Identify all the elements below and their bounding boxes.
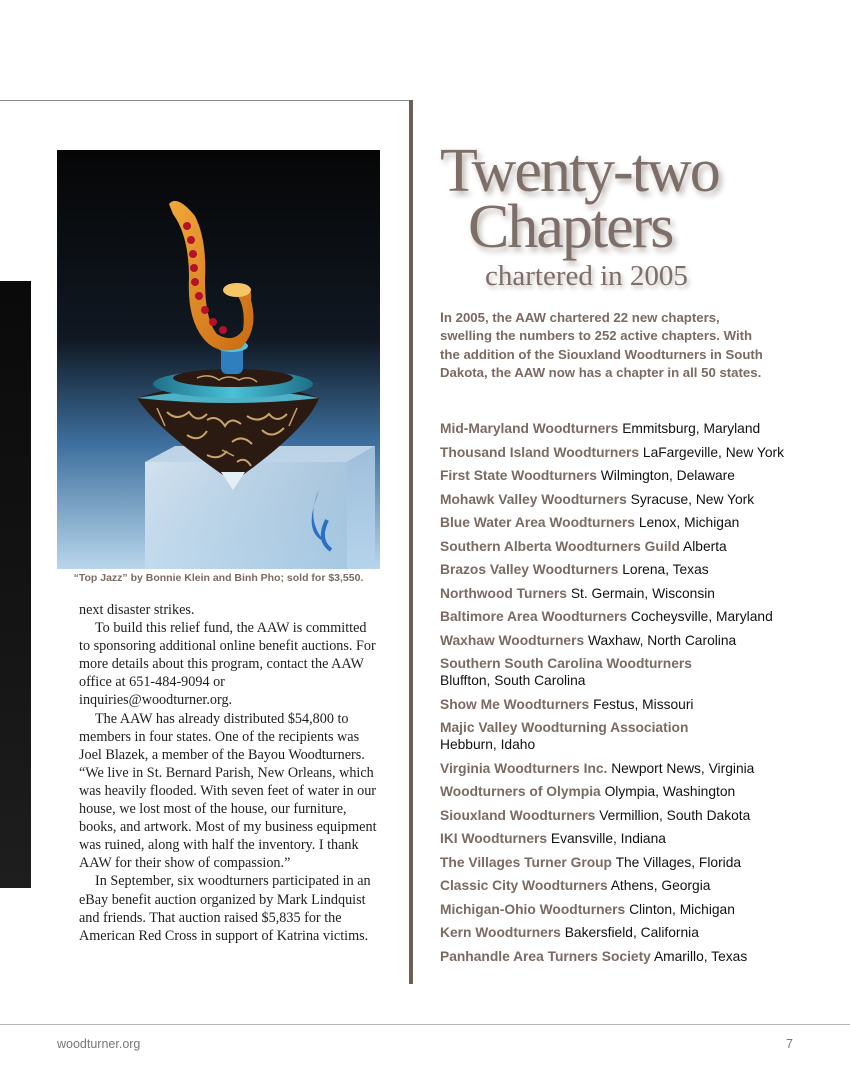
- chapter-name: Mid-Maryland Woodturners: [440, 421, 619, 436]
- photo-caption: “Top Jazz” by Bonnie Klein and Binh Pho; sold for $3,550.: [73, 572, 364, 584]
- chapter-location: Wilmington, Delaware: [600, 468, 735, 483]
- chapter-location: Lenox, Michigan: [638, 515, 740, 530]
- intro-paragraph: [440, 308, 770, 382]
- chapter-name: Baltimore Area Woodturners: [440, 609, 628, 624]
- chapter-item: [440, 696, 820, 713]
- chapter-item: [440, 467, 820, 484]
- chapter-item: [440, 632, 820, 649]
- previous-page-photo-edge: [0, 281, 31, 888]
- chapter-name: Classic City Woodturners: [440, 878, 608, 893]
- body-paragraph: next disaster strikes.: [79, 602, 195, 618]
- chapter-name: Thousand Island Woodturners: [440, 444, 640, 460]
- chapter-location: Syracuse, New York: [630, 491, 755, 507]
- chapter-item: [440, 420, 820, 437]
- body-paragraph: In September, six woodturners participated in an eBay benefit auction organized by Mark Lindquist and friends. That auction raised $5,835 for the American Red Cross in support of Katrina victims.: [79, 873, 371, 944]
- chapter-name: Mohawk Valley Woodturners: [440, 491, 627, 507]
- chapter-location: Vermillion, South Dakota: [599, 807, 751, 823]
- chapter-location: The Villages, Florida: [615, 854, 742, 870]
- chapter-item: [440, 830, 820, 847]
- top-rule: [0, 100, 411, 101]
- chapter-item: [440, 854, 820, 871]
- chapter-location: Waxhaw, North Carolina: [587, 632, 737, 648]
- chapter-name: Panhandle Area Turners Society: [440, 948, 651, 964]
- chapter-location: Bakersfield, California: [564, 925, 699, 940]
- chapter-item: [440, 807, 820, 824]
- chapter-location: Amarillo, Texas: [653, 948, 748, 964]
- chapter-list: [440, 420, 820, 971]
- intro-initial: I: [440, 309, 444, 325]
- chapter-location: Newport News, Virginia: [611, 760, 755, 776]
- chapter-location: Lorena, Texas: [622, 562, 709, 577]
- chapter-item: [440, 655, 820, 689]
- top-jazz-photo: [57, 150, 380, 569]
- heading-subtitle: chartered in 2005: [485, 260, 688, 292]
- intro-text: n 2005, the AAW chartered 22 new chapters, swelling the numbers to 252 active chapters. With the addition of the Siouxland Woodturners in South Dakota, the AAW now has a chapter in all 50 states.: [440, 310, 763, 380]
- chapter-location: Cocheysville, Maryland: [630, 609, 773, 624]
- body-paragraph: The AAW has already distributed $54,800 to members in four states. One of the recipients was Joel Blazek, a member of the Bayou Woodturners. “We live in St. Bernard Parish, New Orleans, which was heavily flooded. With seven feet of water in our house, we lost most of the house, our furniture, books, and artwork. Most of my business equipment was ruined, along with half the inventory. I thank AAW for their show of compassion.”: [79, 710, 377, 872]
- chapter-name: Southern Alberta Woodturners Guild: [440, 538, 680, 554]
- chapter-name: Southern South Carolina Woodturners: [440, 656, 692, 671]
- chapter-location: Athens, Georgia: [610, 878, 711, 893]
- chapter-location: LaFargeville, New York: [642, 444, 784, 460]
- chapter-item: [440, 585, 820, 602]
- chapter-item: [440, 901, 820, 918]
- chapter-item: [440, 514, 820, 531]
- body-paragraph: To build this relief fund, the AAW is committed to sponsoring additional online benefit auctions. For more details about this program, contact the AAW office at 651-484-9094 or inquiries@woodturner.org.: [79, 620, 376, 709]
- chapter-item: [440, 491, 820, 508]
- chapter-name: The Villages Turner Group: [440, 854, 612, 870]
- footer-site-name: woodturner.org: [57, 1037, 141, 1051]
- chapter-item: [440, 877, 820, 894]
- chapter-location: Hebburn, Idaho: [440, 737, 536, 752]
- chapter-name: Kern Woodturners: [440, 925, 561, 940]
- chapter-location: Alberta: [683, 538, 727, 554]
- chapter-location: Bluffton, South Carolina: [440, 673, 586, 688]
- chapter-item: [440, 719, 820, 753]
- chapter-name: Michigan-Ohio Woodturners: [440, 901, 626, 917]
- chapter-name: Waxhaw Woodturners: [440, 632, 585, 648]
- heading-line-2: Chapters: [468, 193, 673, 261]
- chapter-item: [440, 538, 820, 555]
- chapter-name: Northwood Turners: [440, 585, 567, 601]
- article-body: [79, 601, 379, 945]
- chapter-name: Brazos Valley Woodturners: [440, 562, 619, 577]
- chapter-item: [440, 561, 820, 578]
- chapter-location: Evansville, Indiana: [550, 831, 666, 846]
- chapter-name: Virginia Woodturners Inc.: [440, 760, 608, 776]
- chapter-location: Olympia, Washington: [604, 784, 736, 799]
- chapter-location: St. Germain, Wisconsin: [570, 585, 715, 601]
- chapter-name: Majic Valley Woodturning Association: [440, 720, 689, 735]
- chapter-name: Siouxland Woodturners: [440, 807, 596, 823]
- chapter-location: Festus, Missouri: [593, 696, 694, 712]
- column-divider: [409, 100, 413, 984]
- chapter-name: First State Woodturners: [440, 468, 597, 483]
- chapter-name: Show Me Woodturners: [440, 696, 590, 712]
- chapter-item: [440, 608, 820, 625]
- chapter-location: Clinton, Michigan: [629, 901, 735, 917]
- chapter-item: [440, 948, 820, 965]
- chapter-item: [440, 924, 820, 941]
- chapter-item: [440, 783, 820, 800]
- chapter-item: [440, 760, 820, 777]
- chapter-name: IKI Woodturners: [440, 831, 548, 846]
- chapter-location: Emmitsburg, Maryland: [622, 421, 761, 436]
- chapter-name: Woodturners of Olympia: [440, 784, 601, 799]
- chapter-name: Blue Water Area Woodturners: [440, 515, 635, 530]
- heading-line-1: Twenty-two: [440, 137, 719, 205]
- page-number: 7: [786, 1037, 793, 1051]
- chapter-item: [440, 444, 820, 461]
- footer-rule: [0, 1024, 850, 1025]
